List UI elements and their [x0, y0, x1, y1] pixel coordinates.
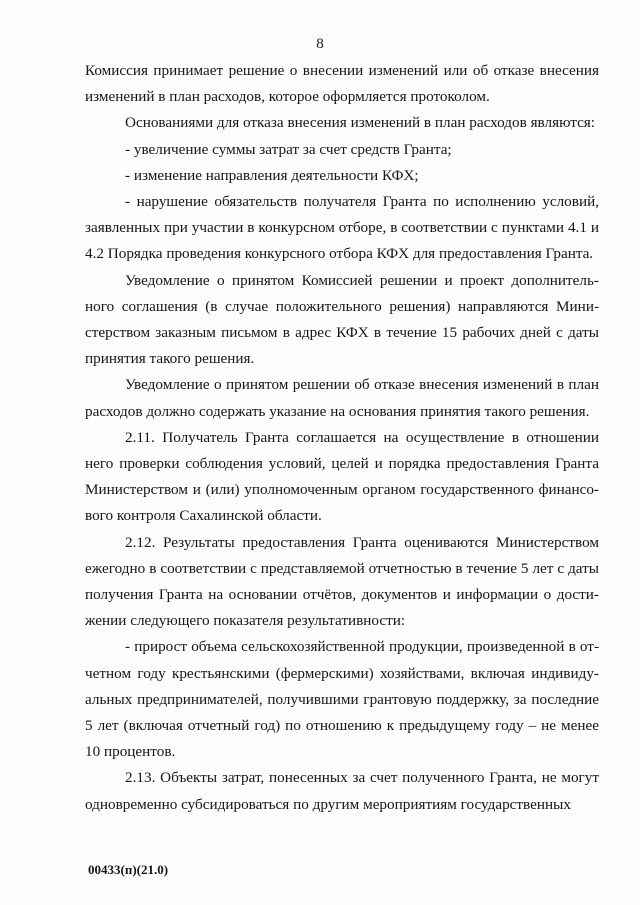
document-body: [85, 58, 599, 818]
paragraph: Уведомление о принятом Комиссией решении и проект дополнитель-ного соглашения (в случае положительного решения) направляются Мини-стерством заказным письмом в адрес КФХ в течение 15 рабочих дней с даты принятия такого решения.: [85, 271, 599, 368]
paragraph: - изменение направления деятельности КФХ;: [125, 166, 419, 184]
paragraph: - прирост объема сельскохозяйственной продукции, произведенной в от-четном году крестьянскими (фермерскими) хозяйствами, включая индивиду-альных предпринимателей, получившими грантовую поддержку, за последние 5 лет (включая отчетный год) по отношению к предыдущему году – не менее 10 процентов.: [85, 638, 599, 761]
paragraph: 2.11. Получатель Гранта соглашается на осуществление в отношении него проверки соблюдения условий, целей и порядка предоставления Гранта Министерством и (или) уполномоченным органом государственного финансо-вого контроля Сахалинской области.: [85, 428, 599, 525]
page-number: 8: [316, 36, 324, 52]
paragraph: Комиссия принимает решение о внесении изменений или об отказе внесения изменений в план расходов, которое оформляется протоколом.: [85, 62, 599, 106]
paragraph: 2.12. Результаты предоставления Гранта оцениваются Министерством ежегодно в соответствии с представляемой отчетностью в течение 5 лет с даты получения Гранта на основании отчётов, документов и информации о дости-жении следующего показателя результативности:: [85, 533, 599, 630]
paragraph: - нарушение обязательств получателя Гранта по исполнению условий, заявленных при участии в конкурсном отборе, в соответствии с пунктами 4.1 и 4.2 Порядка проведения конкурсного отбора КФХ для предоставления Гранта.: [85, 193, 599, 263]
document-code: 00433(п)(21.0): [88, 862, 169, 877]
paragraph: - увеличение суммы затрат за счет средств Гранта;: [125, 140, 452, 158]
paragraph: 2.13. Объекты затрат, понесенных за счет полученного Гранта, не могут одновременно субсидироваться по другим мероприятиям государственных: [85, 769, 599, 813]
paragraph: Основаниями для отказа внесения изменений в план расходов являются:: [125, 114, 596, 132]
paragraph: Уведомление о принятом решении об отказе внесения изменений в план расходов должно содержать указание на основания принятия такого решения.: [85, 376, 599, 420]
